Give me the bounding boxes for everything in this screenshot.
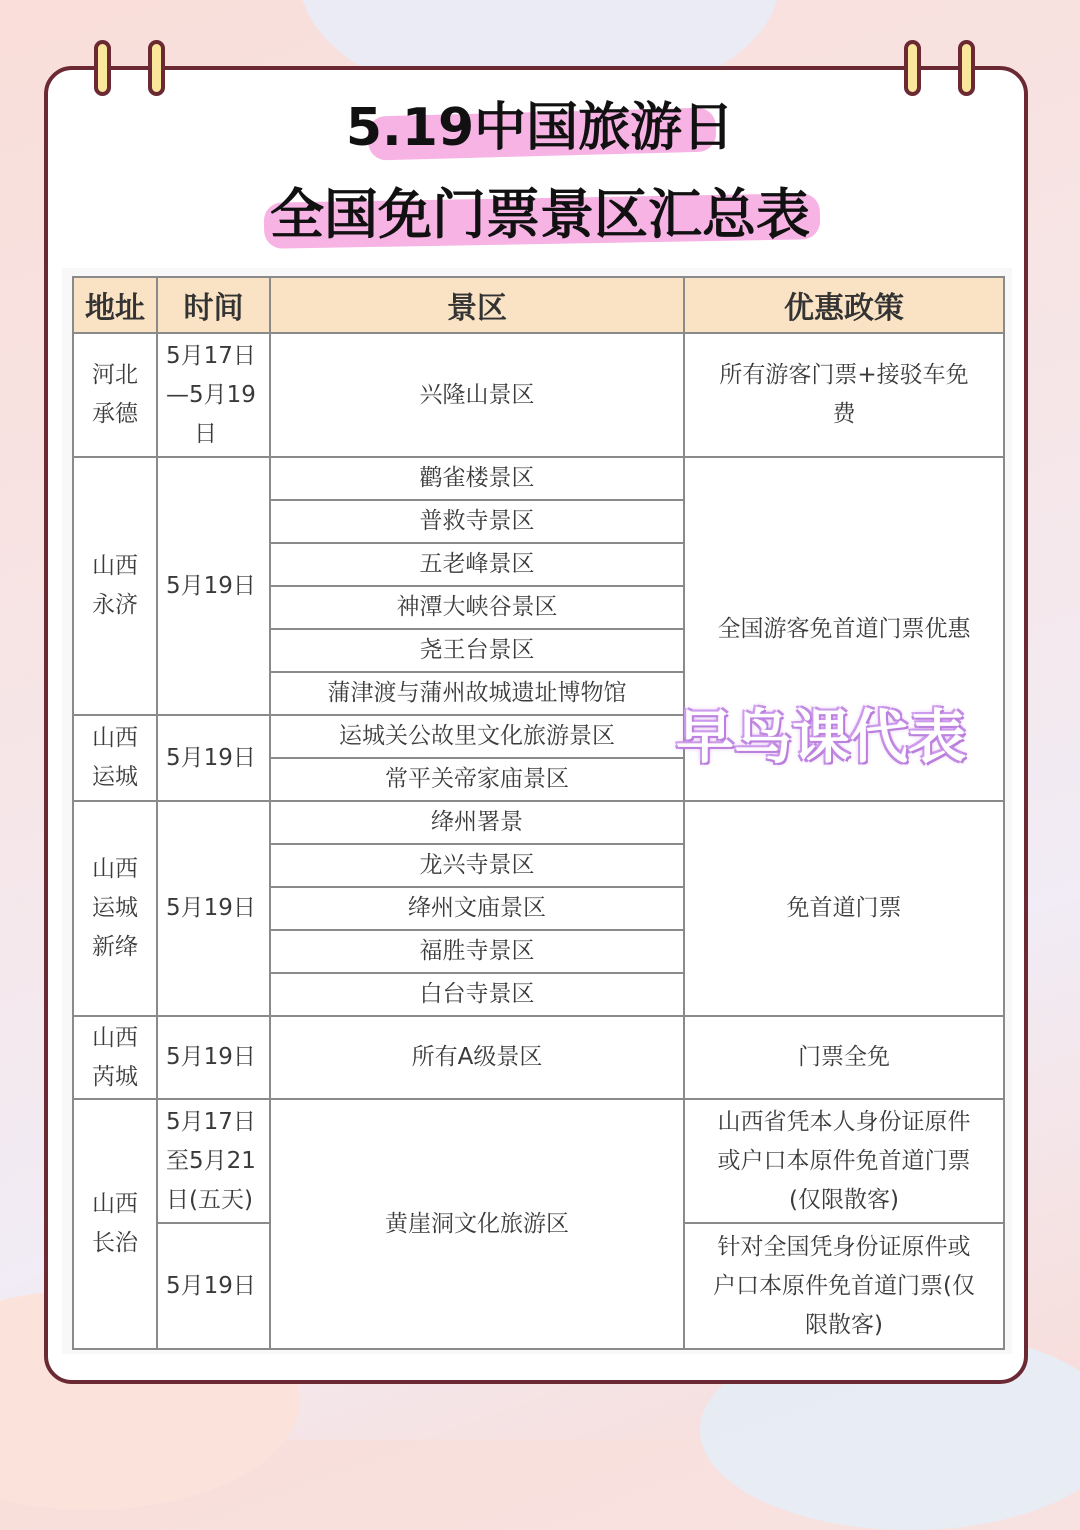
binder-ring-icon	[148, 40, 165, 96]
policy-line: 费	[832, 401, 856, 427]
address-cell	[73, 333, 157, 457]
address-line: 运城	[92, 764, 138, 790]
address-cell	[73, 715, 157, 801]
policy-line: 所有游客门票+接驳车免	[719, 362, 969, 388]
header-time: 时间	[157, 277, 270, 333]
header-address: 地址	[73, 277, 157, 333]
page-title: 5.19中国旅游日	[345, 98, 735, 158]
scenic-cell: 福胜寺景区	[270, 930, 684, 973]
binder-ring-icon	[94, 40, 111, 96]
binder-ring-icon	[904, 40, 921, 96]
policy-line: 山西省凭本人身份证原件	[717, 1108, 971, 1135]
address-line: 长治	[92, 1230, 138, 1256]
address-line: 运城	[92, 895, 138, 921]
policy-cell	[684, 333, 1004, 457]
scenic-cell: 兴隆山景区	[270, 333, 684, 457]
scenic-cell: 白台寺景区	[270, 973, 684, 1016]
address-line: 芮城	[92, 1063, 138, 1090]
address-line: 山西	[92, 725, 138, 751]
scenic-cell: 蒲津渡与蒲州故城遗址博物馆	[270, 672, 684, 715]
header-scenic: 景区	[270, 277, 684, 333]
table-row	[73, 333, 1004, 457]
policy-line: 针对全国凭身份证原件或	[717, 1233, 971, 1260]
address-cell	[73, 801, 157, 1016]
scenic-cell: 常平关帝家庙景区	[270, 758, 684, 801]
table-header-row	[73, 277, 1004, 333]
scenic-cell: 绛州署景	[270, 801, 684, 844]
time-line: —5月19	[166, 381, 256, 408]
address-line: 山西	[92, 856, 138, 882]
binder-ring-icon	[958, 40, 975, 96]
scenic-cell: 黄崖洞文化旅游区	[270, 1099, 684, 1349]
table-row	[73, 801, 1004, 844]
time-cell: 5月19日	[157, 1223, 270, 1349]
time-line: 日	[194, 420, 217, 447]
scenic-table	[72, 276, 1005, 1350]
policy-cell	[684, 1223, 1004, 1349]
time-cell: 5月19日	[157, 801, 270, 1016]
policy-line: 或户口本原件免首道门票	[717, 1147, 971, 1174]
policy-cell	[684, 1099, 1004, 1223]
page-subtitle: 全国免门票景区汇总表	[270, 183, 810, 246]
address-line: 山西	[92, 553, 138, 579]
time-cell	[157, 1099, 270, 1223]
scenic-cell: 运城关公故里文化旅游景区	[270, 715, 684, 758]
header-policy: 优惠政策	[684, 277, 1004, 333]
watermark-logo: 早鸟课代表	[676, 703, 967, 771]
time-cell: 5月19日	[157, 1016, 270, 1099]
address-line: 河北	[92, 362, 138, 388]
address-line: 永济	[92, 592, 138, 618]
scenic-cell: 尧王台景区	[270, 629, 684, 672]
scenic-cell: 所有A级景区	[270, 1016, 684, 1099]
scenic-cell: 普救寺景区	[270, 500, 684, 543]
scenic-cell: 绛州文庙景区	[270, 887, 684, 930]
policy-cell: 免首道门票	[684, 801, 1004, 1016]
address-line: 山西	[92, 1024, 138, 1051]
scenic-cell: 鹳雀楼景区	[270, 457, 684, 500]
time-line: 5月17日	[166, 1108, 256, 1135]
address-line: 新绛	[92, 934, 138, 960]
policy-cell: 门票全免	[684, 1016, 1004, 1099]
address-cell	[73, 1099, 157, 1349]
time-cell: 5月19日	[157, 457, 270, 715]
scenic-cell: 龙兴寺景区	[270, 844, 684, 887]
address-line: 山西	[92, 1191, 138, 1217]
policy-line: (仅限散客)	[789, 1186, 899, 1213]
address-line: 承德	[92, 401, 138, 427]
time-line: 日(五天)	[166, 1186, 253, 1213]
table-row	[73, 457, 1004, 500]
scenic-cell: 五老峰景区	[270, 543, 684, 586]
time-line: 5月17日	[166, 342, 256, 369]
scenic-cell: 神潭大峡谷景区	[270, 586, 684, 629]
policy-line: 户口本原件免首道门票(仅	[713, 1272, 975, 1299]
time-line: 至5月21	[166, 1147, 256, 1174]
time-cell	[157, 333, 270, 457]
table-row	[73, 1016, 1004, 1099]
table-row	[73, 1099, 1004, 1223]
address-cell	[73, 1016, 157, 1099]
policy-cell: 全国游客免首道门票优惠	[684, 457, 1004, 801]
time-cell: 5月19日	[157, 715, 270, 801]
address-cell	[73, 457, 157, 715]
policy-line: 限散客)	[805, 1311, 883, 1338]
